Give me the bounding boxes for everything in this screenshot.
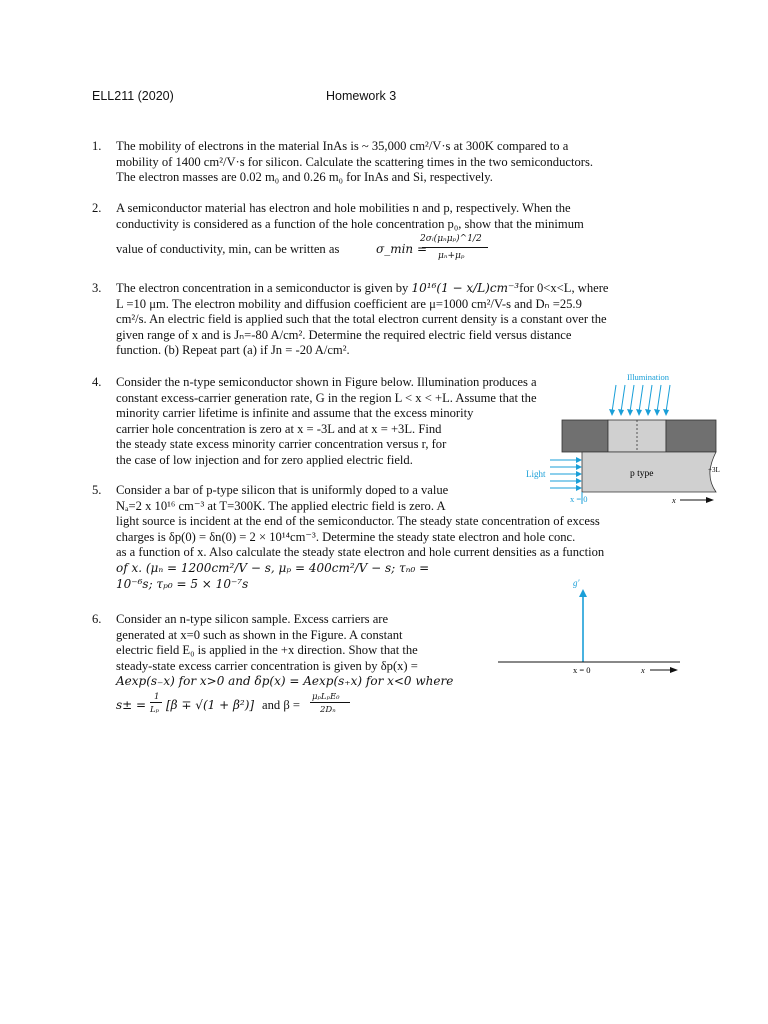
generation-arrowhead [579, 589, 587, 597]
x-axis-label: x [672, 495, 676, 505]
q3-line2: L =10 μm. The electron mobility and diffusion coefficient are μ=1000 cm²/V-s and Dₙ =25.9 [116, 296, 582, 311]
plus-3l-label: +3L [708, 466, 720, 474]
q3-line4: given range of x and is Jₙ=-80 A/cm². Determine the required electric field versus distance [116, 327, 572, 342]
q1-line2: mobility of 1400 cm²/V·s for silicon. Calculate the scattering times in the two semiconductors. [116, 154, 593, 169]
q4-line3: minority carrier lifetime is infinite and assume that the excess minority [116, 406, 474, 421]
illumination-arrowheads [609, 409, 669, 416]
s-pm-lhs: s± = [116, 697, 147, 712]
g-prime-label: g′ [573, 578, 580, 588]
q3-line5: function. (b) Repeat part (a) if Jn = -20 A/cm². [116, 343, 350, 358]
question-number: 4. [92, 375, 102, 389]
question-number: 5. [92, 483, 102, 497]
q6-equation-line [116, 690, 453, 720]
light-label: Light [526, 469, 546, 479]
q4-line1: Consider the n-type semiconductor shown in Figure below. Illumination produces a [116, 375, 537, 389]
bracket-expression: [β ∓ √(1 + β²)] [166, 697, 255, 712]
q2-line1: A semiconductor material has electron and hole mobilities n and p, respectively. When the [116, 201, 571, 215]
q6-line3: electric field E₀ is applied in the +x direction. Show that the [116, 643, 418, 658]
fraction-numerator: 2σᵢ(μₙμₚ)^1/2 [420, 234, 482, 245]
q1-line3: The electron masses are 0.02 m₀ and 0.26 m₀ for InAs and Si, respectively. [116, 170, 493, 185]
x-axis-label: x [641, 665, 645, 675]
generation-figure [494, 572, 684, 676]
page-title: Homework 3 [326, 89, 397, 103]
q4-line6: the case of low injection and for zero applied electric field. [116, 452, 413, 467]
minus-3l-label: -3L [554, 466, 565, 474]
frac-one: 1 [154, 691, 160, 702]
question-number: 3. [92, 281, 102, 295]
course-code: ELL211 (2020) [92, 89, 174, 103]
q5-line5: as a function of x. Also calculate the steady state electron and hole current densities as a function [116, 545, 605, 560]
and-beta: and β = [262, 697, 300, 712]
q6-line2: generated at x=0 such as shown in the Figure. A constant [116, 627, 403, 642]
beta-numerator: μₚLₚE₀ [312, 691, 340, 702]
q5-line2: Nₐ=2 x 10¹⁶ cm⁻³ at T=300K. The applied electric field is zero. A [116, 498, 446, 513]
question-number: 6. [92, 612, 102, 626]
q4-line5: the steady state excess minority carrier concentration versus r, for [116, 437, 447, 452]
q2-equation-line [116, 232, 584, 262]
x0-label: x = 0 [570, 494, 588, 504]
q6-line1: Consider an n-type silicon sample. Excess carriers are [116, 612, 389, 626]
q5-line6: of x. (μₙ = 1200cm²/V − s, μₚ = 400cm²/V − s; τₙ₀ = [116, 560, 430, 575]
question-number: 2. [92, 201, 102, 215]
fraction-denominator: μₙ+μₚ [438, 251, 465, 262]
q2-line2: conductivity is considered as a function of the hole concentration p₀, show that the minimum [116, 216, 584, 231]
x0-label: x = 0 [573, 665, 591, 675]
q1-line1: The mobility of electrons in the material InAs is ~ 35,000 cm²/V·s at 300K compared to a [116, 139, 569, 153]
left-mask [562, 420, 608, 452]
concentration-expression: 10¹⁶(1 − x/L)cm⁻³ [411, 281, 520, 295]
q6-line4: steady-state excess carrier concentration is given by δp(x) = [116, 658, 418, 673]
sigma-min-lhs: σ_min = [376, 242, 428, 257]
q6-line5: Aexp(s₋x) for x>0 and δp(x) = Aexp(s₊x) for x<0 where [116, 674, 454, 689]
question-number: 1. [92, 139, 102, 153]
q5-line1: Consider a bar of p-type silicon that is uniformly doped to a value [116, 483, 449, 497]
q4-line4: carrier hole concentration is zero at x = -3L and at x = +3L. Find [116, 421, 442, 436]
illumination-label: Illumination [627, 372, 670, 382]
frac-lp: Lₚ [150, 704, 160, 715]
q4-line2: constant excess-carrier generation rate, G in the region L < x < +L. Assume that the [116, 390, 537, 405]
beta-denominator: 2Dₙ [320, 704, 336, 715]
q3-line3: cm²/s. An electric field is applied such that the total electron current density is a constant over the [116, 312, 607, 327]
p-type-label: p type [630, 469, 654, 479]
q5-line7: 10⁻⁶s; τₚ₀ = 5 × 10⁻⁷s [116, 576, 249, 591]
q3-line1: The electron concentration in a semiconductor is given by 10¹⁶(1 − x/L)cm⁻³for 0<x<L, where [116, 281, 609, 295]
fraction-bar [422, 247, 488, 248]
x-axis-arrowhead [706, 497, 714, 503]
q5-line4: charges is δp(0) = δn(0) = 2 × 10¹⁴cm⁻³. Determine the steady state electron and hole conc. [116, 529, 576, 544]
q5-line3: light source is incident at the end of the semiconductor. The steady state concentration of excess [116, 514, 600, 529]
q2-line3: value of conductivity, min, can be written as [116, 242, 340, 257]
x-axis-arrowhead [670, 667, 678, 673]
illumination-arrows [612, 385, 670, 412]
right-mask [666, 420, 716, 452]
